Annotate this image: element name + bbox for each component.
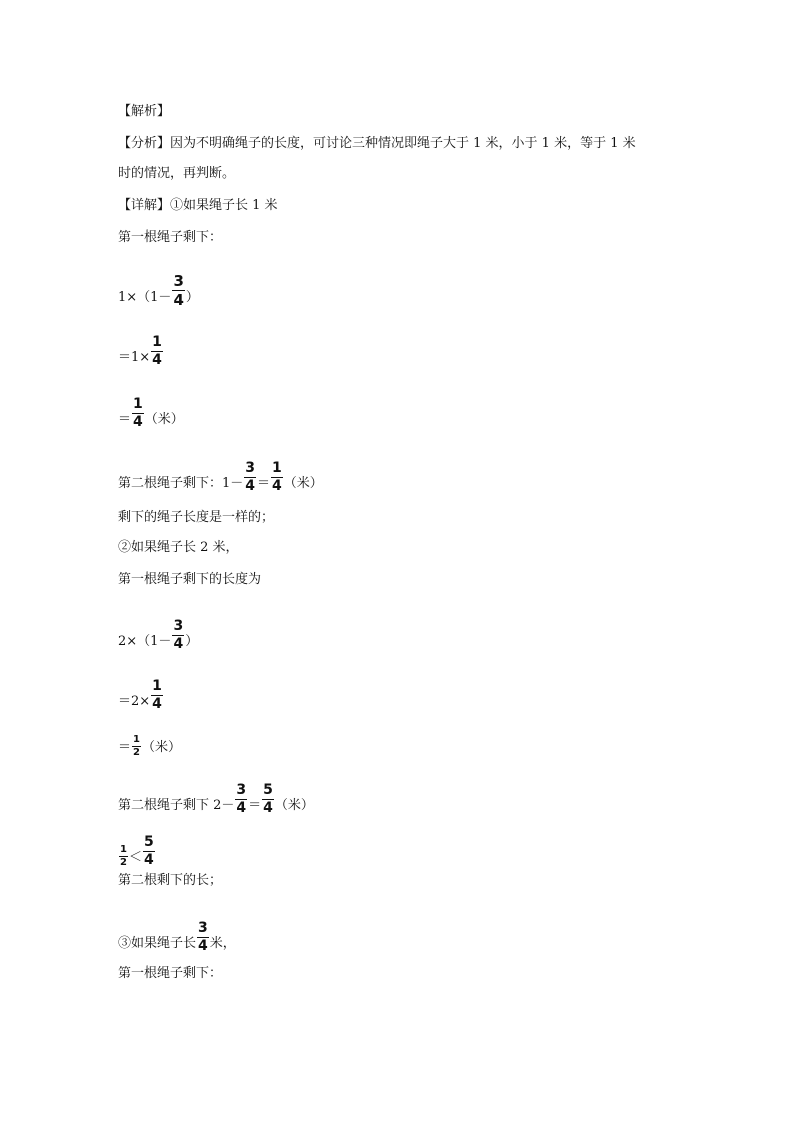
case3-title-prefix: ③如果绳子长 bbox=[118, 936, 197, 951]
case3-first-rope-label: 第一根绳子剩下： bbox=[118, 966, 223, 981]
fraction-numerator: 1 bbox=[152, 334, 162, 350]
case1-eq3-right: （米） bbox=[144, 412, 184, 427]
fraction-numerator: 3 bbox=[173, 618, 184, 634]
case1-eq1-left: 1×（1－ bbox=[118, 290, 172, 305]
fraction-numerator: 3 bbox=[236, 782, 247, 798]
fraction-one-quarter bbox=[132, 396, 144, 431]
case2-eq1-left: 2×（1－ bbox=[118, 634, 172, 649]
fraction-denominator: 4 bbox=[236, 800, 247, 816]
fraction-numerator: 3 bbox=[198, 920, 208, 936]
fraction-numerator: 1 bbox=[272, 460, 282, 476]
case1-first-rope-label: 第一根绳子剩下： bbox=[118, 230, 223, 245]
case1-conclusion: 剩下的绳子长度是一样的； bbox=[118, 510, 275, 525]
fraction-denominator: 4 bbox=[173, 636, 184, 652]
case2-second-suffix: （米） bbox=[274, 798, 314, 813]
fraction-numerator: 1 bbox=[152, 678, 162, 694]
fraction-three-quarters bbox=[172, 618, 184, 653]
fraction-denominator: 4 bbox=[143, 852, 154, 868]
fraction-denominator: 4 bbox=[245, 478, 256, 494]
case2-eq3-right: （米） bbox=[141, 740, 181, 755]
case2-title: ②如果绳子长 2 米， bbox=[118, 540, 239, 555]
case2-second-eq: ＝ bbox=[248, 798, 262, 813]
case2-second-prefix: 第二根绳子剩下 2－ bbox=[118, 798, 235, 813]
fraction-numerator: 3 bbox=[245, 460, 256, 476]
fraction-three-quarters bbox=[197, 920, 209, 955]
fraction-denominator: 4 bbox=[198, 938, 208, 954]
fraction-denominator: 4 bbox=[133, 414, 143, 430]
case2-eq1-right: ） bbox=[185, 634, 199, 649]
fraction-numerator: 1 bbox=[133, 396, 143, 412]
fraction-denominator: 4 bbox=[272, 478, 282, 494]
detail-title: 【详解】①如果绳子长 1 米 bbox=[118, 198, 278, 213]
fraction-three-quarters bbox=[172, 272, 184, 309]
case2-eq2-left: ＝2× bbox=[118, 694, 151, 709]
fraction-numerator: 3 bbox=[173, 272, 184, 290]
fraction-denominator: 4 bbox=[152, 352, 162, 368]
fraction-five-quarters bbox=[262, 782, 274, 817]
fraction-one-half bbox=[132, 734, 141, 759]
analysis-line-2: 时的情况，再判断。 bbox=[118, 166, 236, 181]
analysis-line-1: 【分析】因为不明确绳子的长度，可讨论三种情况即绳子大于 1 米，小于 1 米，等于 1 米 bbox=[118, 136, 636, 151]
fraction-denominator: 4 bbox=[152, 696, 162, 712]
less-than-sign: ＜ bbox=[128, 850, 142, 865]
fraction-five-quarters bbox=[143, 834, 155, 869]
fraction-numerator: 5 bbox=[263, 782, 273, 798]
case1-eq3-left: ＝ bbox=[118, 412, 132, 427]
fraction-one-quarter bbox=[151, 334, 163, 369]
section-header: 【解析】 bbox=[118, 104, 171, 119]
fraction-denominator: 4 bbox=[173, 291, 184, 309]
fraction-one-half bbox=[119, 844, 128, 869]
case1-second-suffix: （米） bbox=[283, 476, 323, 491]
case1-eq2-left: ＝1× bbox=[118, 350, 151, 365]
fraction-numerator: 1 bbox=[120, 844, 127, 855]
fraction-three-quarters bbox=[235, 782, 247, 817]
case2-eq3-left: ＝ bbox=[118, 740, 132, 755]
case2-conclusion: 第二根剩下的长； bbox=[118, 873, 223, 888]
fraction-one-quarter bbox=[151, 678, 163, 713]
fraction-numerator: 5 bbox=[143, 834, 154, 850]
fraction-denominator: 2 bbox=[120, 857, 127, 868]
case1-second-eq: ＝ bbox=[257, 476, 271, 491]
fraction-denominator: 2 bbox=[133, 747, 140, 758]
case1-eq1-right: ） bbox=[185, 290, 199, 305]
fraction-denominator: 4 bbox=[263, 800, 273, 816]
fraction-one-quarter bbox=[271, 460, 283, 495]
fraction-numerator: 1 bbox=[133, 734, 140, 745]
case2-first-rope-label: 第一根绳子剩下的长度为 bbox=[118, 572, 262, 587]
fraction-three-quarters bbox=[244, 460, 256, 495]
case3-title-suffix: 米， bbox=[209, 936, 236, 951]
case1-second-prefix: 第二根绳子剩下：1－ bbox=[118, 476, 244, 491]
